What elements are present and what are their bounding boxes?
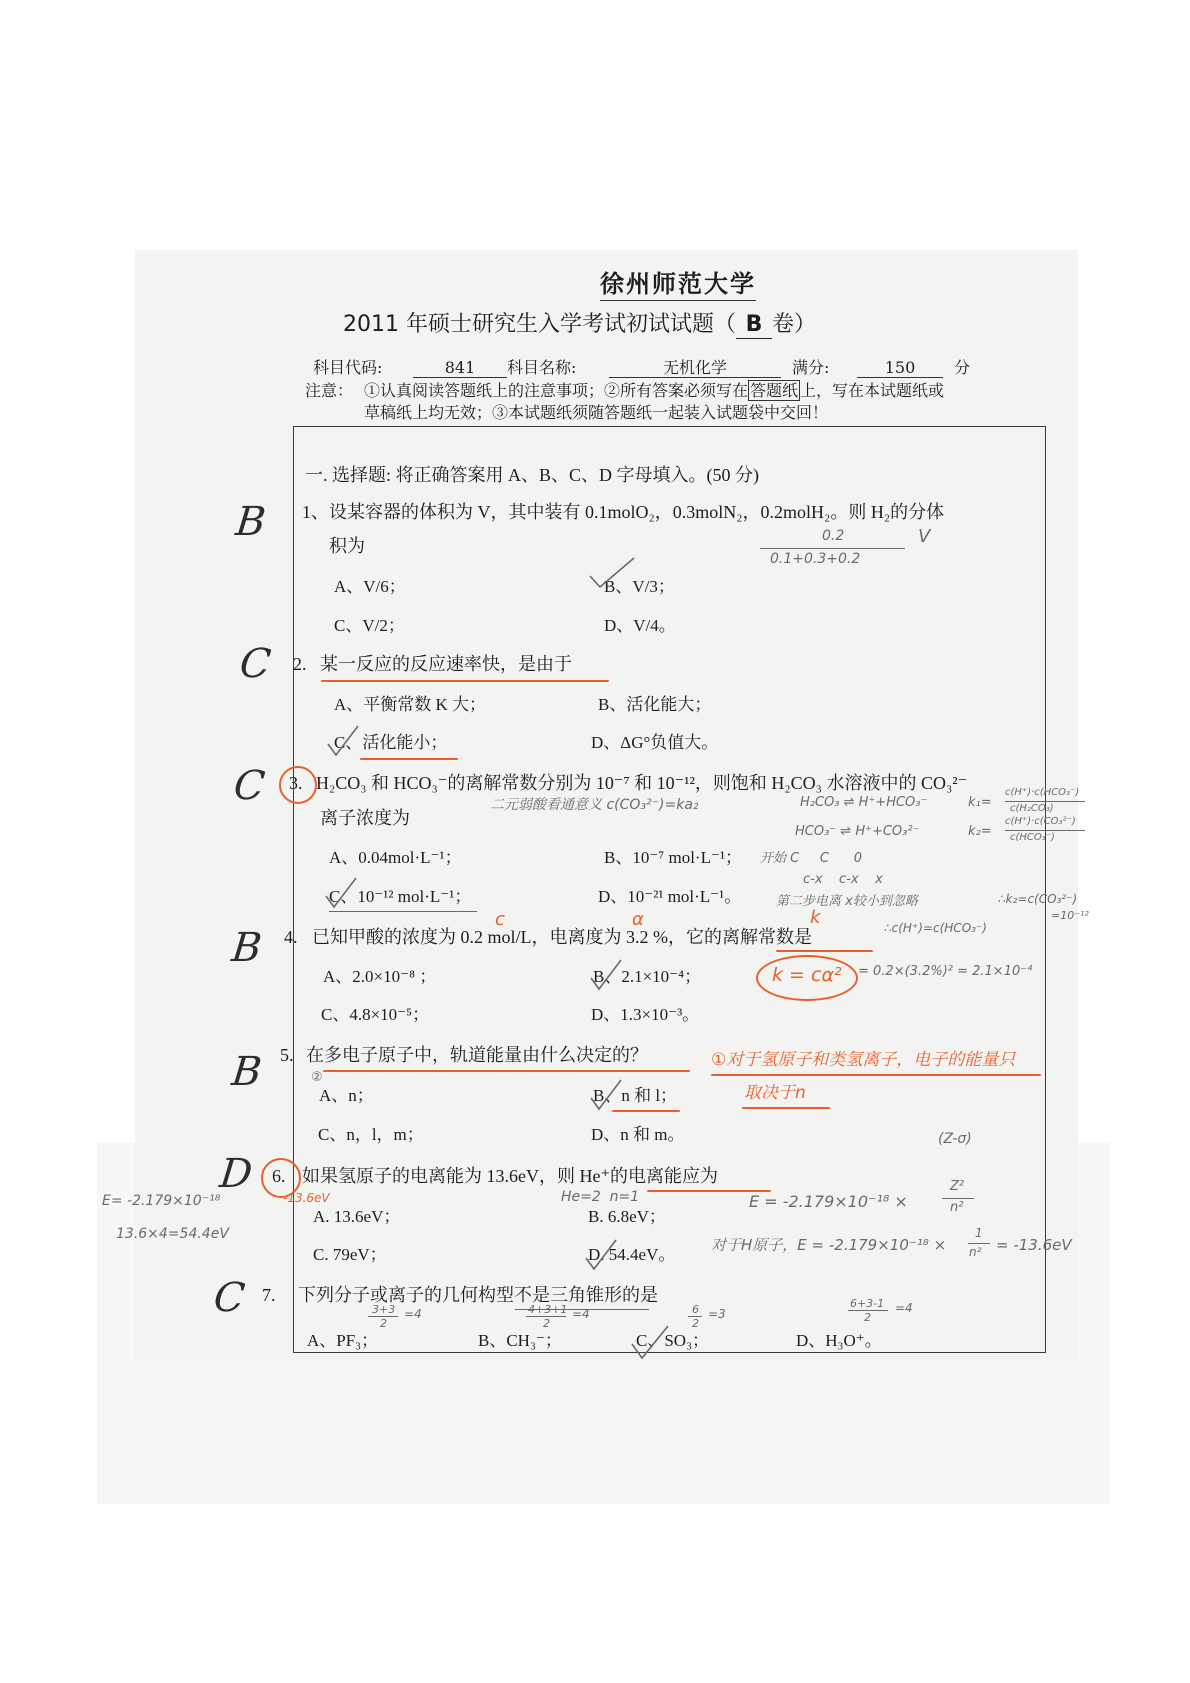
option-c: C、V/2； xyxy=(334,616,405,635)
option-b: B、2.1×10⁻⁴； xyxy=(593,967,702,986)
q7-d-result: =4 xyxy=(895,1301,913,1315)
notice-line-2: 草稿纸上均无效；③本试题纸须随答题纸一起装入试题袋中交回！ xyxy=(364,403,829,422)
paper-version: B xyxy=(736,312,772,339)
fraction-bar xyxy=(942,1198,974,1199)
q1-fraction-numerator: 0.2 xyxy=(822,528,845,544)
question-number: 1、 xyxy=(302,502,329,522)
option-a: A. 13.6eV； xyxy=(313,1207,401,1226)
handwritten-answer: C xyxy=(211,1275,248,1321)
q3-k1-denominator: c(H₂CO₃) xyxy=(1010,803,1054,814)
q3-equation-2: HCO₃⁻ ⇌ H⁺+CO₃²⁻ xyxy=(795,824,920,839)
handwritten-answer: B xyxy=(229,1049,264,1095)
q4-k-mark: k xyxy=(810,907,821,928)
full-score: 150 xyxy=(857,358,943,378)
option-a: A、V/6； xyxy=(334,577,406,596)
question-number: 6. xyxy=(272,1166,286,1186)
subject-code-label: 科目代码: xyxy=(313,358,383,377)
q3-k2-numerator: c(H⁺)·c(CO₃²⁻) xyxy=(1005,816,1076,827)
q7-a-denominator: 2 xyxy=(380,1317,387,1330)
option-c: C、n，l，m； xyxy=(318,1125,424,1144)
fraction-bar xyxy=(1005,801,1085,802)
notice-text: 上，写在本试题纸或 xyxy=(800,381,945,400)
q7-b-result: =4 xyxy=(572,1307,590,1321)
q3-equation-1: H₂CO₃ ⇌ H⁺+HCO₃⁻ xyxy=(800,795,928,810)
subject-name-label: 科目名称: xyxy=(507,358,577,377)
question-text: 在多电子原子中，轨道能量由什么决定的？ xyxy=(306,1045,648,1065)
q6-hydrogen-result: = -13.6eV xyxy=(996,1236,1072,1254)
option-b: B、10⁻⁷ mol·L⁻¹； xyxy=(604,848,743,867)
option-d: D、H₃O⁺。 xyxy=(796,1331,882,1350)
q7-d-denominator: 2 xyxy=(864,1311,871,1324)
q5-note-line-1: ①对于氢原子和类氢离子，电子的能量只 xyxy=(711,1050,1016,1070)
q5-note-line-2: 取决于n xyxy=(744,1083,806,1103)
option-b: B、V/3； xyxy=(604,577,675,596)
question-text: 如果氢原子的电离能为 13.6eV，则 He⁺的电离能应为 xyxy=(302,1166,718,1186)
handwritten-answer: D xyxy=(217,1151,255,1197)
q3-note-binary-acid: 二元弱酸看通意义 c(CO₃²⁻)=ka₂ xyxy=(490,797,699,813)
handwritten-answer: B xyxy=(229,925,264,971)
option-d: D、V/4。 xyxy=(604,616,676,635)
checkmark-icon xyxy=(324,876,358,910)
q3-k1-numerator: c(H⁺)·c(HCO₃⁻) xyxy=(1005,787,1080,798)
exam-title xyxy=(343,312,816,339)
question-text: 设某容器的体积为 V，其中装有 0.1molO₂，0.3molN₂，0.2molH₂。则 H₂的分体 xyxy=(329,502,945,522)
fraction-bar xyxy=(760,548,905,549)
checkmark-icon xyxy=(630,1324,670,1360)
handwritten-answer: C xyxy=(237,641,274,687)
option-a: A、2.0×10⁻⁸ ； xyxy=(323,967,437,986)
q1-fraction-tail: V xyxy=(918,526,931,547)
question-text: 已知甲酸的浓度为 0.2 mol/L，电离度为 3.2 %，它的离解常数是 xyxy=(312,927,812,947)
question-text: H₂CO₃ 和 HCO₃⁻的离解常数分别为 10⁻⁷ 和 10⁻¹²，则饱和 H₂CO₃ 水溶液中的 CO₃²⁻ xyxy=(316,773,968,793)
checkmark-icon xyxy=(589,1078,623,1112)
question-number: 2. xyxy=(293,654,307,674)
orange-underline xyxy=(776,950,873,952)
q7-b-denominator: 2 xyxy=(543,1317,550,1330)
orange-circle-mark xyxy=(279,766,317,804)
q3-k2-label: k₂= xyxy=(968,824,992,839)
option-c: C、活化能小； xyxy=(334,733,448,752)
q3-k2-value: =10⁻¹² xyxy=(1051,909,1089,922)
orange-underline xyxy=(742,1107,830,1109)
orange-underline xyxy=(321,680,609,682)
option-a: A、平衡常数 K 大； xyxy=(334,695,487,714)
q1-fraction-denominator: 0.1+0.3+0.2 xyxy=(770,551,861,567)
q3-k2-result: ∴k₂=c(CO₃²⁻) xyxy=(998,892,1078,906)
q6-left-multiply-note: 13.6×4=54.4eV xyxy=(116,1226,229,1242)
q6-z-sigma-note: (Z-σ) xyxy=(938,1131,972,1147)
q7-c-denominator: 2 xyxy=(692,1317,699,1330)
exam-title-prefix: 2011 年硕士研究生入学考试初试试题（ xyxy=(343,312,736,337)
option-d: D、n 和 m。 xyxy=(591,1125,685,1144)
q3-second-step-note: 第二步电离 x较小到忽略 xyxy=(776,894,918,909)
q6-formula-denominator: n² xyxy=(950,1200,964,1215)
option-b: B、n 和 l； xyxy=(593,1086,678,1105)
q5-circle-two-mark: ② xyxy=(311,1070,323,1085)
handwritten-answer: C xyxy=(231,763,268,809)
option-b: B. 6.8eV； xyxy=(588,1207,666,1226)
question-number: 4. xyxy=(284,927,298,947)
notice-line-1 xyxy=(364,381,944,400)
notice-label: 注意： xyxy=(305,381,354,400)
notice-boxed-text: 答题纸 xyxy=(750,381,799,400)
option-a: A、n； xyxy=(319,1086,374,1105)
q6-formula-numerator: Z² xyxy=(950,1179,965,1194)
q6-he-note: He=2 n=1 xyxy=(561,1189,640,1205)
q3-start-row: 开始 C C 0 xyxy=(760,851,863,866)
option-d: D. 54.4eV。 xyxy=(588,1245,676,1264)
q4-formula: k = cα² xyxy=(772,964,842,986)
checkmark-icon xyxy=(584,1238,618,1272)
option-a: A、PF₃； xyxy=(307,1331,379,1350)
subject-name: 无机化学 xyxy=(609,358,781,378)
question-number: 5. xyxy=(280,1045,294,1065)
q7-b-numerator: 4+3+1 xyxy=(528,1303,568,1316)
q6-hydrogen-denominator: n² xyxy=(969,1245,982,1259)
question-text: 某一反应的反应速率快，是由于 xyxy=(320,654,572,674)
option-d: D、1.3×10⁻³。 xyxy=(591,1005,700,1024)
question-text: 离子浓度为 xyxy=(320,808,410,828)
option-d: D、10⁻²¹ mol·L⁻¹。 xyxy=(598,887,742,906)
question-number: 3. xyxy=(289,773,303,793)
q6-minus-value: -13.6eV xyxy=(283,1191,330,1205)
option-c: C. 79eV； xyxy=(313,1245,387,1264)
q4-alpha-mark: α xyxy=(632,909,644,930)
exam-title-suffix: 卷） xyxy=(771,312,816,337)
orange-underline xyxy=(323,1070,690,1072)
q3-h-equal-note: ∴c(H⁺)=c(HCO₃⁻) xyxy=(884,921,987,935)
full-score-label: 满分: xyxy=(792,358,830,377)
option-c: C、4.8×10⁻⁵； xyxy=(321,1005,430,1024)
q3-change-row: c-x c-x x xyxy=(803,872,883,887)
fraction-bar xyxy=(968,1243,990,1244)
q6-hydrogen-note: 对于H原子，E = -2.179×10⁻¹⁸ × xyxy=(711,1236,947,1254)
q4-calculation: = 0.2×(3.2%)² = 2.1×10⁻⁴ xyxy=(858,964,1033,979)
q7-c-result: =3 xyxy=(708,1307,726,1321)
q7-a-numerator: 3+3 xyxy=(372,1303,396,1316)
option-d: D、ΔG°负值大。 xyxy=(591,733,719,752)
question-text: 下列分子或离子的几何构型不是三角锥形的是 xyxy=(298,1285,658,1305)
q7-d-numerator: 6+3-1 xyxy=(850,1297,885,1310)
option-a: A、0.04mol·L⁻¹； xyxy=(329,848,462,867)
orange-underline xyxy=(360,758,458,760)
section-title: 一. 选择题: 将正确答案用 A、B、C、D 字母填入。(50 分) xyxy=(305,465,759,485)
question-text: 积为 xyxy=(329,536,365,556)
score-unit: 分 xyxy=(954,358,971,377)
university-name: 徐州师范大学 xyxy=(600,270,756,301)
option-c: C、10⁻¹² mol·L⁻¹； xyxy=(329,887,472,906)
q7-a-result: =4 xyxy=(404,1307,422,1321)
pencil-underline xyxy=(329,911,477,912)
checkmark-icon xyxy=(588,556,636,590)
option-b: B、CH₃⁻； xyxy=(478,1331,562,1350)
fraction-bar xyxy=(1005,830,1085,831)
subject-code: 841 xyxy=(413,358,507,378)
checkmark-icon xyxy=(589,958,623,992)
handwritten-answer: B xyxy=(233,499,268,545)
q6-left-energy-note: E= -2.179×10⁻¹⁸ xyxy=(102,1193,221,1209)
option-c: C、SO₃； xyxy=(636,1331,709,1350)
question-number: 7. xyxy=(262,1285,276,1305)
q3-k1-label: k₁= xyxy=(968,795,992,810)
q3-k2-denominator: c(HCO₃⁻) xyxy=(1010,832,1055,843)
q6-hydrogen-numerator: 1 xyxy=(975,1226,983,1240)
q7-c-numerator: 6 xyxy=(692,1303,699,1316)
q6-formula-prefix: E = -2.179×10⁻¹⁸ × xyxy=(749,1192,908,1211)
q4-c-mark: c xyxy=(495,909,505,930)
orange-underline xyxy=(711,1074,1041,1076)
checkmark-icon xyxy=(326,724,360,758)
notice-text: ①认真阅读答题纸上的注意事项；②所有答案必须写在 xyxy=(364,381,749,400)
option-b: B、活化能大； xyxy=(598,695,712,714)
